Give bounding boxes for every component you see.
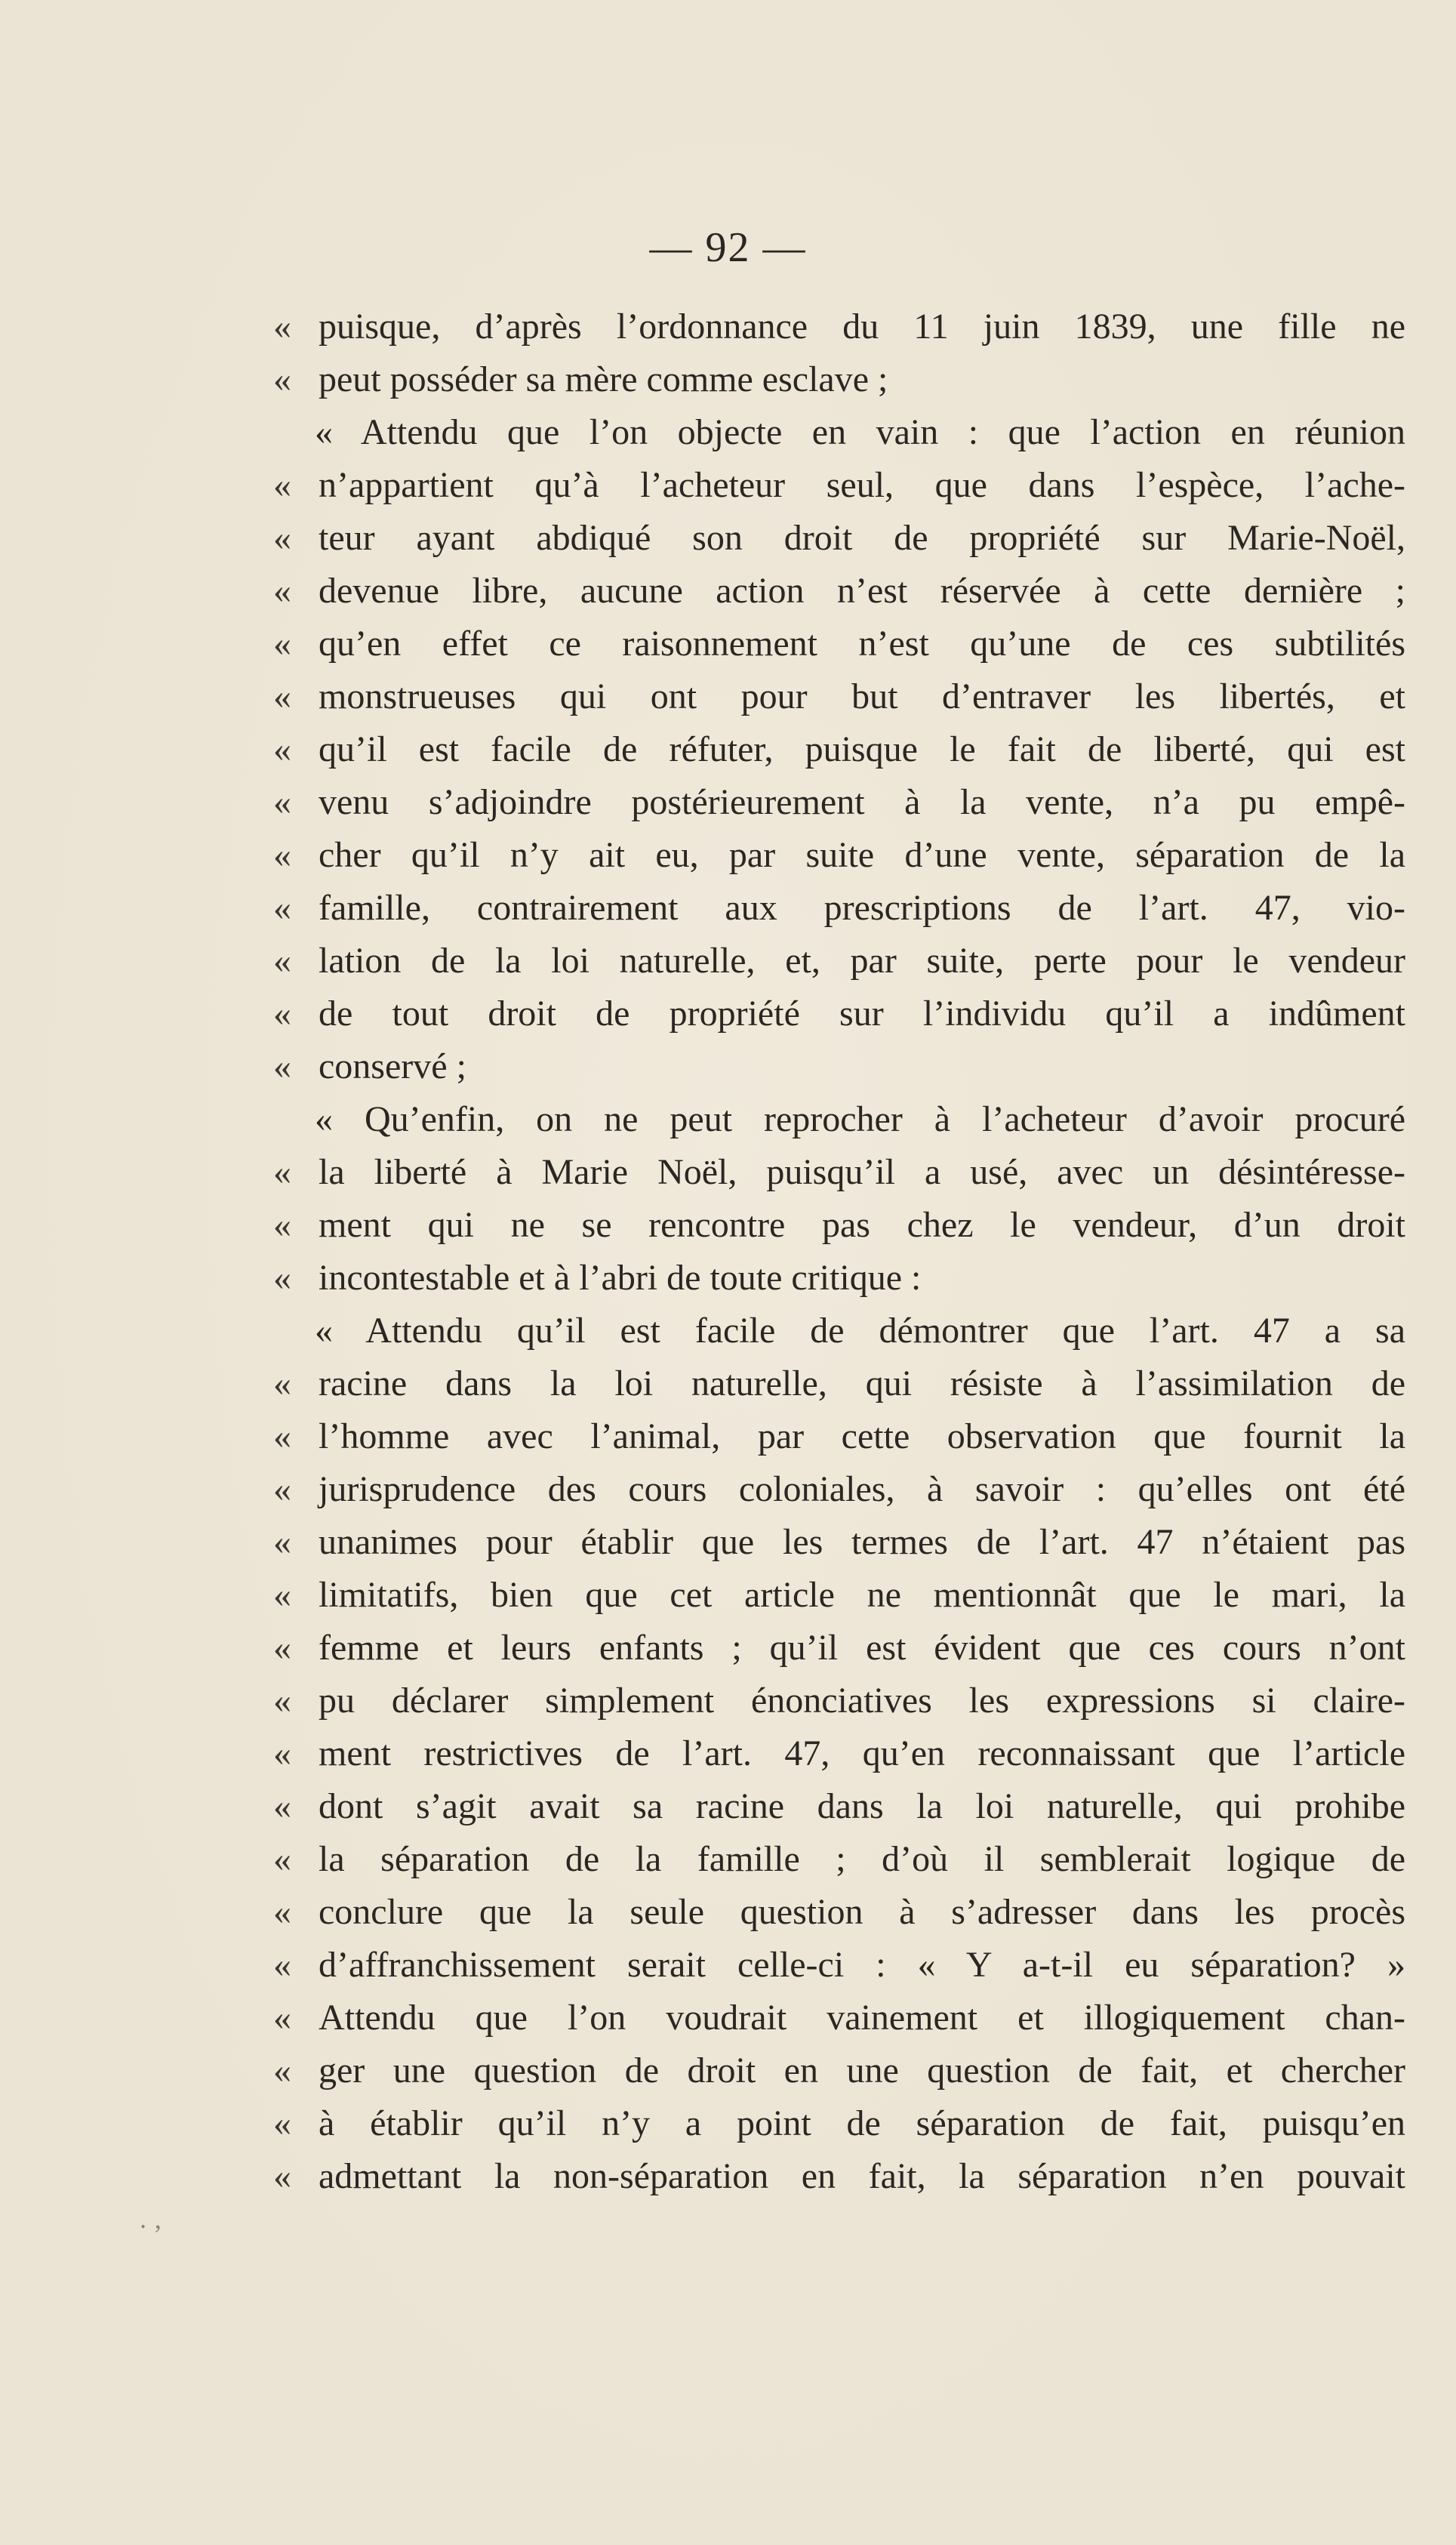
text-line	[273, 618, 1405, 670]
line-text: femme et leurs enfants ; qu’il est évident que ces cours n’ont	[319, 1628, 1405, 1668]
text-line	[273, 1992, 1405, 2044]
guillemet-marker: «	[273, 1575, 291, 1615]
line-text: jurisprudence des cours coloniales, à savoir : qu’elles ont été	[319, 1469, 1405, 1509]
guillemet-marker: «	[273, 941, 291, 981]
line-text: « Attendu qu’il est facile de démontrer que l’art. 47 a sa	[315, 1311, 1405, 1351]
guillemet-marker: «	[273, 994, 291, 1034]
line-text: ment qui ne se rencontre pas chez le vendeur, d’un droit	[319, 1205, 1405, 1245]
guillemet-marker: «	[273, 888, 291, 928]
text-line	[273, 1410, 1405, 1463]
line-text: Attendu que l’on voudrait vainement et illogiquement chan-	[319, 1998, 1405, 2038]
guillemet-marker: «	[273, 2156, 291, 2196]
text-line	[273, 1569, 1405, 1622]
guillemet-marker: «	[273, 518, 291, 558]
text-line	[273, 459, 1405, 512]
body-text	[273, 300, 1405, 2203]
guillemet-marker: «	[273, 1205, 291, 1245]
guillemet-marker: «	[273, 1681, 291, 1721]
text-line	[273, 300, 1405, 353]
text-line	[273, 2150, 1405, 2203]
line-text: famille, contrairement aux prescriptions de l’art. 47, vio-	[319, 888, 1405, 928]
line-text: pu déclarer simplement énonciatives les expressions si claire-	[319, 1681, 1405, 1721]
line-text: incontestable et à l’abri de toute critique :	[319, 1258, 922, 1298]
text-line	[273, 882, 1405, 935]
guillemet-marker: «	[273, 624, 291, 664]
text-line	[273, 1516, 1405, 1569]
text-line	[273, 723, 1405, 776]
line-text: n’appartient qu’à l’acheteur seul, que dans l’espèce, l’ache-	[319, 465, 1405, 505]
guillemet-marker: «	[273, 571, 291, 611]
line-text: cher qu’il n’y ait eu, par suite d’une vente, séparation de la	[319, 835, 1405, 875]
text-line	[273, 776, 1405, 829]
guillemet-marker: «	[273, 1945, 291, 1985]
guillemet-marker: «	[273, 676, 291, 716]
text-line	[273, 1622, 1405, 1675]
line-text: qu’il est facile de réfuter, puisque le fait de liberté, qui est	[319, 729, 1405, 769]
line-text: d’affranchissement serait celle-ci : « Y a-t-il eu séparation? »	[319, 1945, 1405, 1985]
text-line	[273, 1886, 1405, 1939]
line-text: venu s’adjoindre postérieurement à la vente, n’a pu empê-	[319, 782, 1405, 822]
text-line	[273, 2044, 1405, 2097]
line-text: la séparation de la famille ; d’où il semblerait logique de	[319, 1839, 1405, 1879]
text-line	[273, 353, 1405, 406]
guillemet-marker: «	[273, 1998, 291, 2038]
guillemet-marker: «	[273, 1839, 291, 1879]
guillemet-marker: «	[273, 1363, 291, 1403]
text-line	[273, 1939, 1405, 1992]
text-line	[273, 1833, 1405, 1886]
line-text: qu’en effet ce raisonnement n’est qu’une de ces subtilités	[319, 624, 1405, 664]
guillemet-marker: «	[273, 1152, 291, 1192]
text-line	[273, 565, 1405, 618]
text-line	[273, 1146, 1405, 1199]
guillemet-marker: «	[273, 1258, 291, 1298]
line-text: admettant la non-séparation en fait, la séparation n’en pouvait	[319, 2156, 1405, 2196]
text-line	[273, 512, 1405, 565]
guillemet-marker: «	[273, 1522, 291, 1562]
line-text: « Attendu que l’on objecte en vain : que l’action en réunion	[315, 412, 1405, 452]
line-text: racine dans la loi naturelle, qui résiste à l’assimilation de	[319, 1363, 1405, 1403]
line-text: puisque, d’après l’ordonnance du 11 juin 1839, une fille ne	[319, 307, 1405, 347]
line-text: teur ayant abdiqué son droit de propriété sur Marie-Noël,	[319, 518, 1405, 558]
guillemet-marker: «	[273, 1786, 291, 1826]
text-line	[273, 1199, 1405, 1252]
guillemet-marker: «	[273, 1416, 291, 1456]
guillemet-marker: «	[273, 465, 291, 505]
line-text: à établir qu’il n’y a point de séparation de fait, puisqu’en	[319, 2103, 1405, 2143]
line-text: ment restrictives de l’art. 47, qu’en reconnaissant que l’article	[319, 1733, 1405, 1773]
line-text: peut posséder sa mère comme esclave ;	[319, 359, 888, 399]
guillemet-marker: «	[273, 307, 291, 347]
text-line	[273, 1040, 1405, 1093]
line-text: devenue libre, aucune action n’est réservée à cette dernière ;	[319, 571, 1405, 611]
line-text: lation de la loi naturelle, et, par suite, perte pour le vendeur	[319, 941, 1405, 981]
text-line	[273, 1305, 1405, 1357]
text-line	[273, 1252, 1405, 1305]
guillemet-marker: «	[273, 359, 291, 399]
line-text: dont s’agit avait sa racine dans la loi naturelle, qui prohibe	[319, 1786, 1405, 1826]
text-line	[273, 1093, 1405, 1146]
line-text: de tout droit de propriété sur l’individu qu’il a indûment	[319, 994, 1405, 1034]
text-line	[273, 829, 1405, 882]
guillemet-marker: «	[273, 1469, 291, 1509]
text-line	[273, 1727, 1405, 1780]
text-line	[273, 670, 1405, 723]
line-text: la liberté à Marie Noël, puisqu’il a usé, avec un désintéresse-	[319, 1152, 1405, 1192]
guillemet-marker: «	[273, 1628, 291, 1668]
text-line	[273, 406, 1405, 459]
guillemet-marker: «	[273, 1892, 291, 1932]
text-line	[273, 987, 1405, 1040]
text-line	[273, 1357, 1405, 1410]
text-line	[273, 1675, 1405, 1727]
guillemet-marker: «	[273, 1046, 291, 1086]
text-line	[273, 2097, 1405, 2150]
guillemet-marker: «	[273, 835, 291, 875]
line-text: l’homme avec l’animal, par cette observation que fournit la	[319, 1416, 1405, 1456]
line-text: limitatifs, bien que cet article ne mentionnât que le mari, la	[319, 1575, 1405, 1615]
line-text: conclure que la seule question à s’adresser dans les procès	[319, 1892, 1405, 1932]
text-line	[273, 935, 1405, 987]
margin-mark: . ‚	[140, 2204, 162, 2234]
line-text: unanimes pour établir que les termes de l’art. 47 n’étaient pas	[319, 1522, 1405, 1562]
guillemet-marker: «	[273, 1733, 291, 1773]
page-number: — 92 —	[649, 224, 807, 271]
guillemet-marker: «	[273, 2103, 291, 2143]
guillemet-marker: «	[273, 729, 291, 769]
guillemet-marker: «	[273, 782, 291, 822]
line-text: monstrueuses qui ont pour but d’entraver les libertés, et	[319, 676, 1405, 716]
text-line	[273, 1780, 1405, 1833]
text-line	[273, 1463, 1405, 1516]
line-text: « Qu’enfin, on ne peut reprocher à l’acheteur d’avoir procuré	[315, 1099, 1405, 1139]
line-text: conservé ;	[319, 1046, 466, 1086]
guillemet-marker: «	[273, 2050, 291, 2091]
line-text: ger une question de droit en une question de fait, et chercher	[319, 2050, 1405, 2091]
